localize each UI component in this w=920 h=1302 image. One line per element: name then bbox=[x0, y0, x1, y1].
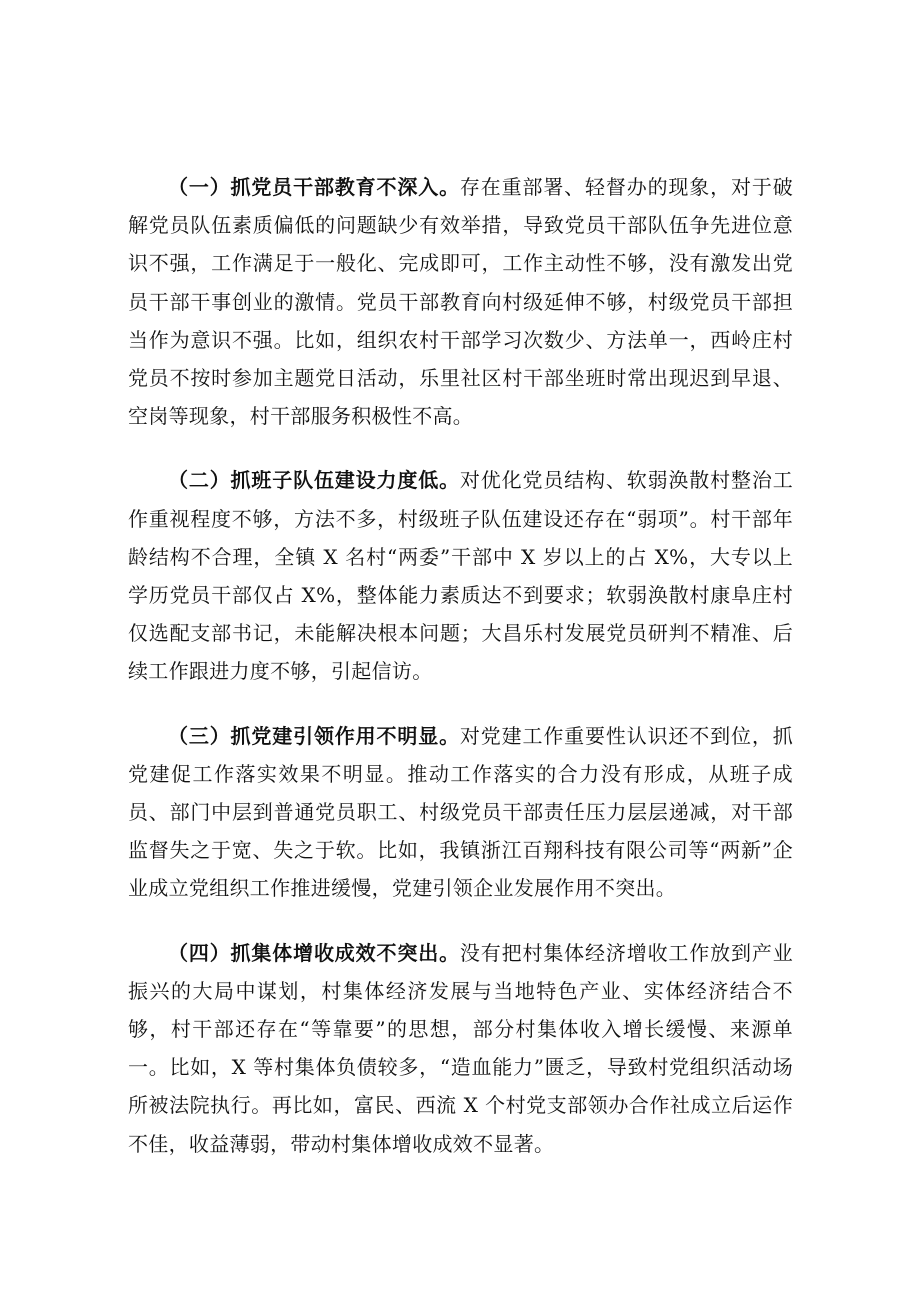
section-3-heading: （三）抓党建引领作用不明显。 bbox=[168, 723, 460, 748]
section-1-heading: （一）抓党员干部教育不深入。 bbox=[168, 175, 460, 199]
section-4-heading: （四）抓集体增收成效不突出。 bbox=[168, 940, 460, 965]
section-2-heading: （二）抓班子队伍建设力度低。 bbox=[168, 468, 460, 493]
section-4-body: 没有把村集体经济增收工作放到产业振兴的大局中谋划，村集体经济发展与当地特色产业、实体经济结合不够，村干部还存在“等靠要”的思想，部分村集体收入增长缓慢、来源单一。比如，X 等村集体负债较多，“造血能力”匮乏，导致村党组织活动场所被法院执行。再比如，富民、西流 X 个村党支部领办合作社成立后运作不佳，收益薄弱，带动村集体增收成效不显著。 bbox=[128, 940, 793, 1156]
section-3-body: 对党建工作重要性认识还不到位，抓党建促工作落实效果不明显。推动工作落实的合力没有形成，从班子成员、部门中层到普通党员职工、村级党员干部责任压力层层递减，对干部监督失之于宽、失之于软。比如，我镇浙江百翔科技有限公司等“两新”企业成立党组织工作推进缓慢，党建引领企业发展作用不突出。 bbox=[128, 723, 793, 901]
section-1-paragraph bbox=[128, 168, 793, 435]
section-4-paragraph bbox=[128, 934, 793, 1163]
document-body bbox=[128, 168, 793, 1189]
section-3-paragraph bbox=[128, 717, 793, 908]
section-2-body: 对优化党员结构、软弱涣散村整治工作重视程度不够，方法不多，村级班子队伍建设还存在“弱项”。村干部年龄结构不合理，全镇 X 名村“两委”干部中 X 岁以上的占 X%，大专以上学历党员干部仅占 X%，整体能力素质达不到要求；软弱涣散村康阜庄村仅选配支部书记，未能解决根本问题；大昌乐村发展党员研判不精准、后续工作跟进力度不够，引起信访。 bbox=[128, 468, 793, 684]
section-2-paragraph bbox=[128, 461, 793, 690]
section-1-body: 存在重部署、轻督办的现象，对于破解党员队伍素质偏低的问题缺少有效举措，导致党员干部队伍争先进位意识不强，工作满足于一般化、完成即可，工作主动性不够，没有激发出党员干部干事创业的激情。党员干部教育向村级延伸不够，村级党员干部担当作为意识不强。比如，组织农村干部学习次数少、方法单一，西岭庄村党员不按时参加主题党日活动，乐里社区村干部坐班时常出现迟到早退、空岗等现象，村干部服务积极性不高。 bbox=[128, 175, 793, 429]
